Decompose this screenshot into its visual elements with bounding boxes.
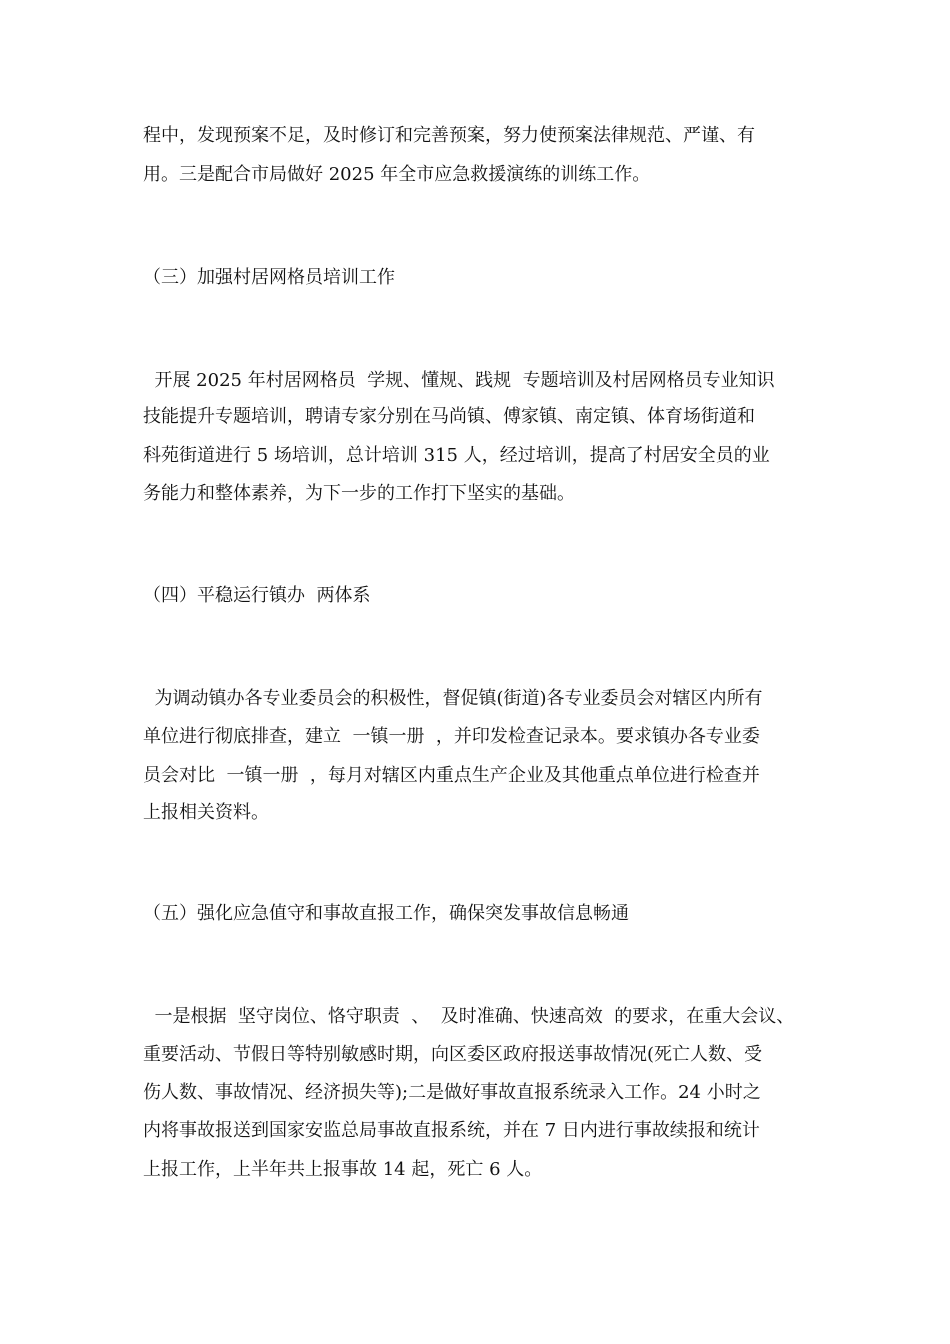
section-3-line-2: 技能提升专题培训，聘请专家分别在马尚镇、傅家镇、南定镇、体育场街道和 xyxy=(143,406,755,427)
section-4-heading: （四）平稳运行镇办 两体系 xyxy=(143,585,371,606)
section-3-line-1: 开展 2025 年村居网格员 学规、懂规、践规 专题培训及村居网格员专业知识 xyxy=(143,370,775,391)
section-5-line-3: 伤人数、事故情况、经济损失等);二是做好事故直报系统录入工作。24 小时之 xyxy=(143,1082,761,1103)
section-4-line-4: 上报相关资料。 xyxy=(143,802,269,823)
intro-line-1: 程中，发现预案不足，及时修订和完善预案，努力使预案法律规范、严谨、有 xyxy=(143,125,755,146)
section-3-line-4: 务能力和整体素养，为下一步的工作打下坚实的基础。 xyxy=(143,483,575,504)
section-4-line-1: 为调动镇办各专业委员会的积极性，督促镇(街道)各专业委员会对辖区内所有 xyxy=(143,688,763,709)
section-5-line-5: 上报工作，上半年共上报事故 14 起，死亡 6 人。 xyxy=(143,1159,543,1180)
section-3-heading: （三）加强村居网格员培训工作 xyxy=(143,267,395,288)
section-4-line-2: 单位进行彻底排查，建立 一镇一册 ，并印发检查记录本。要求镇办各专业委 xyxy=(143,726,760,747)
section-5-line-1: 一是根据 坚守岗位、恪守职责 、 及时准确、快速高效 的要求，在重大会议、 xyxy=(143,1006,795,1027)
section-3-line-3: 科苑街道进行 5 场培训，总计培训 315 人，经过培训，提高了村居安全员的业 xyxy=(143,445,770,466)
section-5-line-4: 内将事故报送到国家安监总局事故直报系统，并在 7 日内进行事故续报和统计 xyxy=(143,1120,760,1141)
section-5-line-2: 重要活动、节假日等特别敏感时期，向区委区政府报送事故情况(死亡人数、受 xyxy=(143,1044,763,1065)
intro-line-2: 用。三是配合市局做好 2025 年全市应急救援演练的训练工作。 xyxy=(143,164,651,185)
section-4-line-3: 员会对比 一镇一册 ，每月对辖区内重点生产企业及其他重点单位进行检查并 xyxy=(143,765,760,786)
section-5-heading: （五）强化应急值守和事故直报工作，确保突发事故信息畅通 xyxy=(143,903,629,924)
